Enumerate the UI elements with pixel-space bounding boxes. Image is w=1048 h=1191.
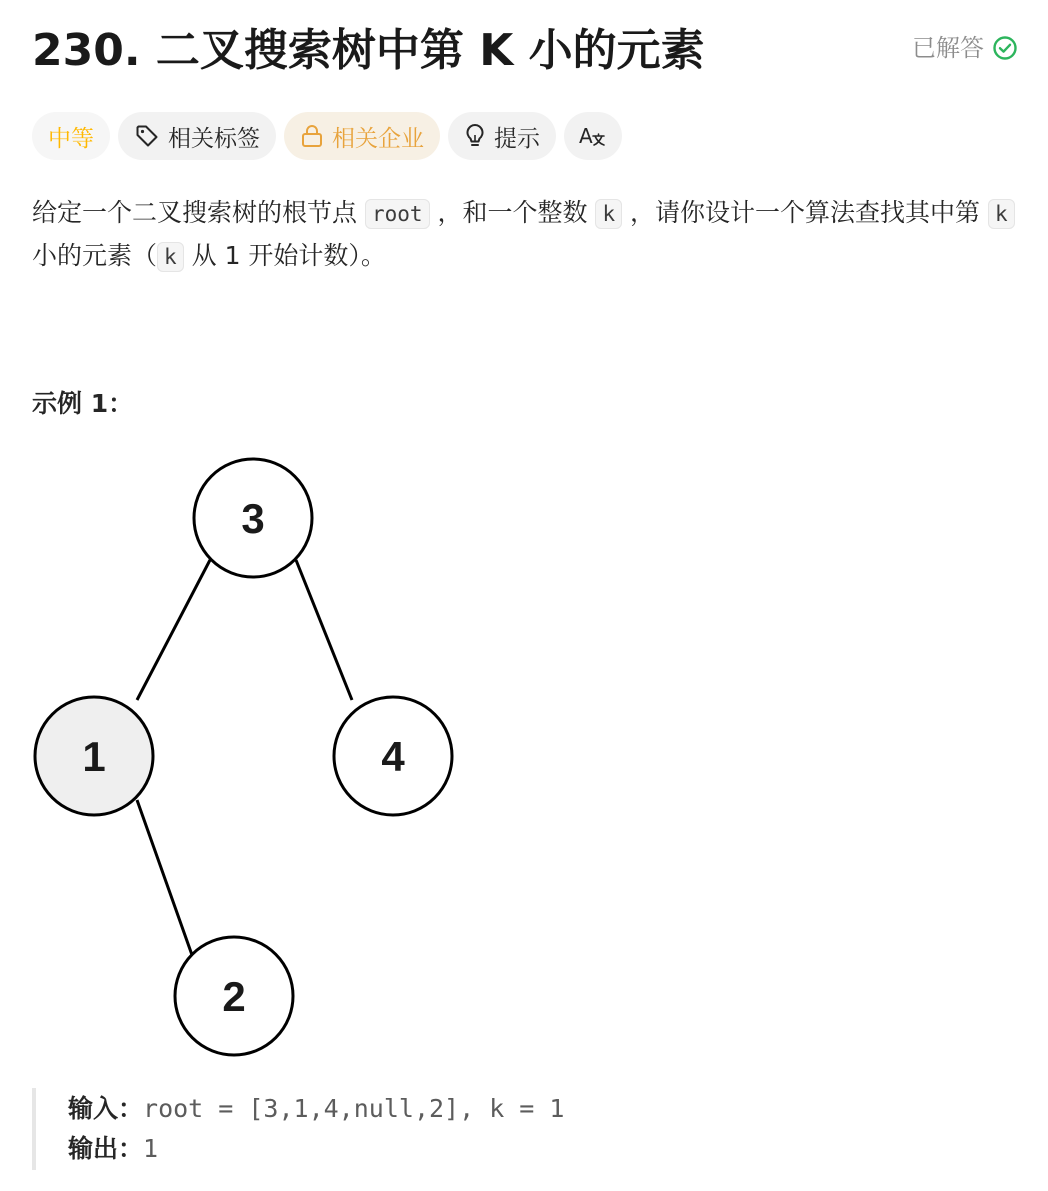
- desc-text: ，请你设计一个算法查找其中第: [622, 198, 988, 227]
- related-tags-button[interactable]: [118, 112, 276, 160]
- check-circle-icon: [992, 35, 1018, 61]
- tree-edge: [296, 560, 352, 700]
- svg-text:A: A: [579, 124, 593, 148]
- related-tags-label: 相关标签: [168, 125, 260, 152]
- example-tree-image: [32, 455, 462, 1064]
- inline-code: root: [365, 199, 430, 229]
- desc-text: 给定一个二叉搜索树的根节点: [32, 198, 365, 227]
- output-label: 输出：: [68, 1134, 144, 1163]
- tree-node: [194, 459, 312, 577]
- hint-label: 提示: [494, 125, 540, 152]
- inline-code: k: [988, 199, 1015, 229]
- input-line: [68, 1089, 564, 1129]
- inline-code: k: [595, 199, 622, 229]
- tree-node: [35, 697, 153, 815]
- input-value: root = [3,1,4,null,2], k = 1: [143, 1094, 565, 1123]
- tree-node-label: 2: [222, 973, 246, 1020]
- output-line: [68, 1129, 158, 1169]
- lock-icon: [300, 123, 324, 149]
- example-io-block: [32, 1088, 1021, 1170]
- title-row: [32, 22, 1022, 82]
- difficulty-label: 中等: [48, 125, 94, 152]
- tree-node: [334, 697, 452, 815]
- tag-icon: [134, 123, 160, 149]
- hint-button[interactable]: [448, 112, 556, 160]
- related-companies-button[interactable]: [284, 112, 440, 160]
- input-label: 输入：: [68, 1094, 144, 1123]
- problem-description: [32, 192, 1017, 278]
- desc-text: 从 1 开始计数）。: [183, 241, 386, 270]
- tag-bar: [32, 112, 622, 160]
- solved-label: 已解答: [912, 34, 984, 62]
- tree-node: [175, 937, 293, 1055]
- tree-node-label: 4: [381, 733, 405, 780]
- problem-title[interactable]: 230. 二叉搜索树中第 K 小的元素: [32, 25, 705, 76]
- desc-text: ，和一个整数: [429, 198, 596, 227]
- related-companies-label: 相关企业: [332, 125, 424, 152]
- tree-edge: [137, 800, 192, 955]
- translate-icon: [578, 123, 608, 149]
- tree-node-label: 1: [82, 733, 106, 780]
- solved-status[interactable]: [912, 32, 1018, 64]
- lightbulb-icon: [464, 122, 486, 150]
- desc-text: 小的元素（: [32, 241, 158, 270]
- example-title: 示例 1：: [32, 389, 134, 418]
- tree-node-label: 3: [241, 495, 265, 542]
- tree-edge: [137, 560, 210, 700]
- output-value: 1: [143, 1134, 159, 1163]
- translate-button[interactable]: [564, 112, 622, 160]
- difficulty-badge[interactable]: [32, 112, 110, 160]
- inline-code: k: [157, 242, 184, 272]
